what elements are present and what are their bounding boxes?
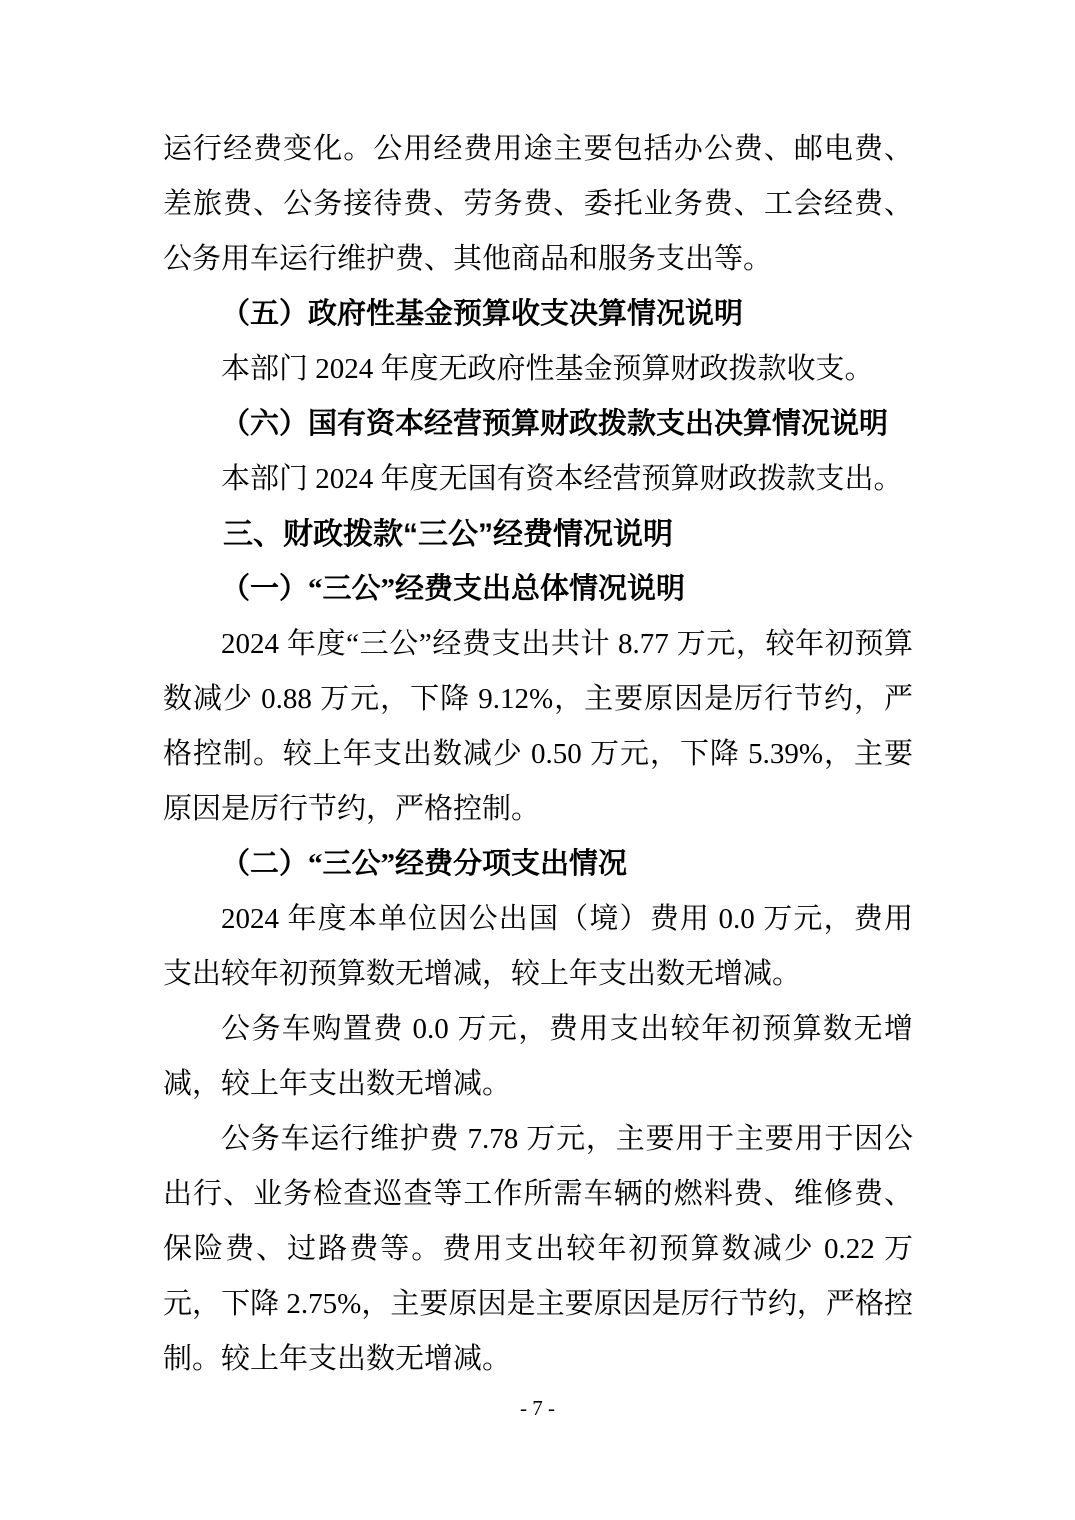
- paragraph-state-capital-budget: 本部门 2024 年度无国有资本经营预算财政拨款支出。: [221, 463, 903, 495]
- heading-three-public-funds: 三、财政拨款“三公”经费情况说明: [223, 518, 673, 551]
- paragraph-vehicle-maintenance: 公务车运行维护费 7.78 万元，主要用于主要用于因公出行、业务检查巡查等工作所需车辆的燃料费、维修费、保险费、过路费等。费用支出较年初预算数减少 0.22 万元，下降 2.75%，主要原因是主要原因是厉行节约，严格控制。较上年支出数无增减。: [163, 1123, 913, 1375]
- document-body: [163, 122, 913, 1387]
- page-number: - 7 -: [520, 1396, 555, 1420]
- paragraph-overseas-travel: 2024 年度本单位因公出国（境）费用 0.0 万元，费用支出较年初预算数无增减，较上年支出数无增减。: [163, 903, 913, 990]
- heading-state-capital-budget: （六）国有资本经营预算财政拨款支出决算情况说明: [221, 408, 889, 440]
- heading-overall-expenditure: （一）“三公”经费支出总体情况说明: [221, 573, 686, 605]
- paragraph-vehicle-purchase: 公务车购置费 0.0 万元，费用支出较年初预算数无增减，较上年支出数无增减。: [163, 1013, 913, 1100]
- heading-gov-fund-budget: （五）政府性基金预算收支决算情况说明: [221, 298, 744, 330]
- paragraph-operating-expenses: 运行经费变化。公用经费用途主要包括办公费、邮电费、差旅费、公务接待费、劳务费、委托业务费、工会经费、公务用车运行维护费、其他商品和服务支出等。: [163, 133, 913, 275]
- heading-itemized-expenditure: （二）“三公”经费分项支出情况: [221, 848, 628, 880]
- paragraph-gov-fund-budget: 本部门 2024 年度无政府性基金预算财政拨款收支。: [221, 353, 874, 385]
- paragraph-overall-expenditure: 2024 年度“三公”经费支出共计 8.77 万元，较年初预算数减少 0.88 万元，下降 9.12%，主要原因是厉行节约，严格控制。较上年支出数减少 0.50 万元，下降 5.39%，主要原因是厉行节约，严格控制。: [163, 628, 913, 825]
